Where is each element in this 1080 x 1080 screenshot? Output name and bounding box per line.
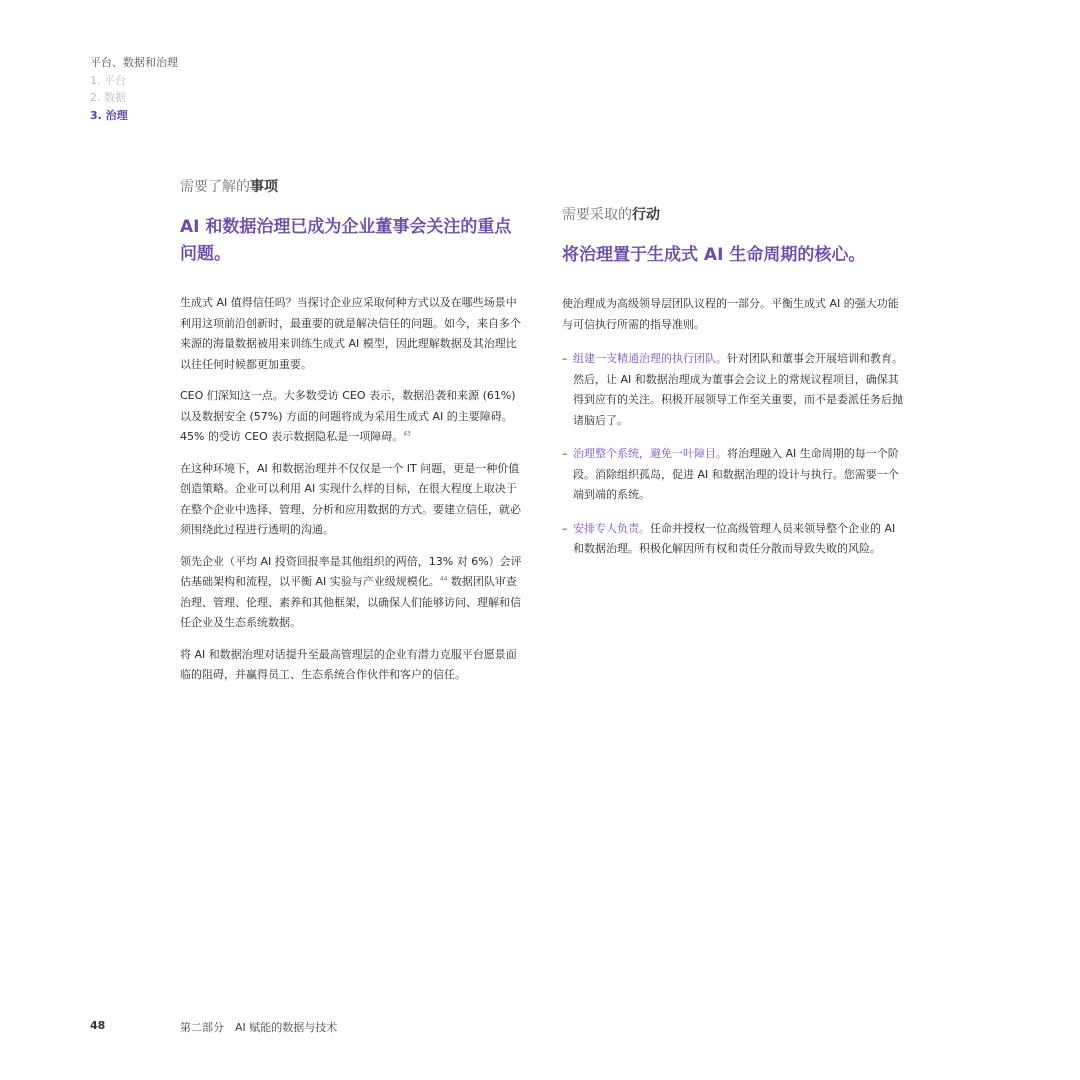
right-intro: 使治理成为高级领导层团队议程的一部分。平衡生成式 AI 的强大功能与可信执行所需的指导准则。: [562, 297, 899, 331]
left-column: [180, 176, 525, 697]
left-kicker: [180, 176, 525, 196]
action-item: [562, 519, 907, 560]
breadcrumb-item-platform[interactable]: 1. 平台: [90, 73, 126, 87]
action-item-text: 将治理融入 AI 生命周期的每一个阶段。消除组织孤岛，促进 AI 和数据治理的设计与执行。您需要一个端到端的系统。: [573, 447, 899, 501]
right-column: [562, 204, 907, 573]
left-kicker-prefix: 需要了解的: [180, 179, 250, 195]
action-item-lead: 组建一支精通治理的执行团队。: [573, 352, 727, 365]
footnote-ref-43[interactable]: 43: [403, 430, 411, 438]
dash-marker: –: [562, 447, 568, 460]
action-item-lead: 安排专人负责。: [573, 521, 650, 535]
left-paragraph-4-text-b: 数据团队审查治理、管理、伦理、素养和其他框架，以确保人们能够访问、理解和信任企业及生态系统数据。: [180, 575, 521, 629]
right-kicker-prefix: 需要采取的: [562, 207, 632, 223]
breadcrumb-title: 平台、数据和治理: [90, 56, 178, 69]
right-headline: 将治理置于生成式 AI 生命周期的核心。: [562, 245, 866, 265]
left-paragraph-1: 生成式 AI 值得信任吗？当探讨企业应采取何种方式以及在哪些场景中利用这项前沿创新时，最重要的就是解决信任的问题。如今，来自多个来源的海量数据被用来训练生成式 AI 模型，因此理解数据及其治理比以往任何时候都更加重要。: [180, 296, 521, 371]
action-item-lead: 治理整个系统，避免一叶障目。: [573, 447, 727, 460]
left-paragraph-2: [180, 386, 525, 448]
action-item-text: 针对团队和董事会开展培训和教育。然后，让 AI 和数据治理成为董事会会议上的常规议程项目，确保其得到应有的关注。积极开展领导工作至关重要，而不是委派任务后抛诸脑后了。: [573, 352, 903, 427]
left-paragraph-5: 将 AI 和数据治理对话提升至最高管理层的企业有潜力克服平台愿景面临的阻碍，并赢得员工、生态系统合作伙伴和客户的信任。: [180, 647, 517, 681]
breadcrumb-item-data[interactable]: 2. 数据: [90, 91, 126, 104]
action-item: [562, 444, 907, 506]
right-kicker-bold: 行动: [632, 207, 660, 223]
left-paragraph-4-text-a: 领先企业（平均 AI 投资回报率是其他组织的两倍，13% 对 6%）会评估基础架构和流程，以平衡 AI 实验与产业级规模化。: [180, 554, 522, 588]
right-kicker: [562, 204, 907, 224]
left-kicker-bold: 事项: [250, 179, 278, 195]
dash-marker: –: [562, 352, 568, 365]
dash-marker: –: [562, 521, 568, 535]
page-number: 48: [90, 1019, 106, 1032]
left-headline: AI 和数据治理已成为企业董事会关注的重点问题。: [180, 217, 512, 264]
left-paragraph-2-text: CEO 们深知这一点。大多数受访 CEO 表示，数据沿袭和来源 (61%) 以及数据安全 (57%) 方面的问题将成为采用生成式 AI 的主要障碍。45% 的受访 CEO 表示数据隐私是一项障碍。: [180, 389, 516, 443]
left-paragraph-4: [180, 552, 525, 634]
breadcrumb: [90, 54, 178, 124]
action-item-text: 任命并授权一位高级管理人员来领导整个企业的 AI 和数据治理。积极化解因所有权和责任分散而导致失败的风险。: [573, 521, 896, 555]
action-list: [562, 349, 907, 560]
footer-section-title: 第二部分 AI 赋能的数据与技术: [180, 1021, 338, 1034]
footnote-ref-44[interactable]: 44: [439, 575, 448, 583]
breadcrumb-item-governance[interactable]: 3. 治理: [90, 108, 128, 122]
left-paragraph-3: 在这种环境下，AI 和数据治理并不仅仅是一个 IT 问题，更是一种价值创造策略。企业可以利用 AI 实现什么样的目标，在很大程度上取决于在整个企业中选择、管理、分析和应用数据的方式。要建立信任，就必须围绕此过程进行透明的沟通。: [180, 461, 521, 536]
action-item: [562, 349, 907, 431]
